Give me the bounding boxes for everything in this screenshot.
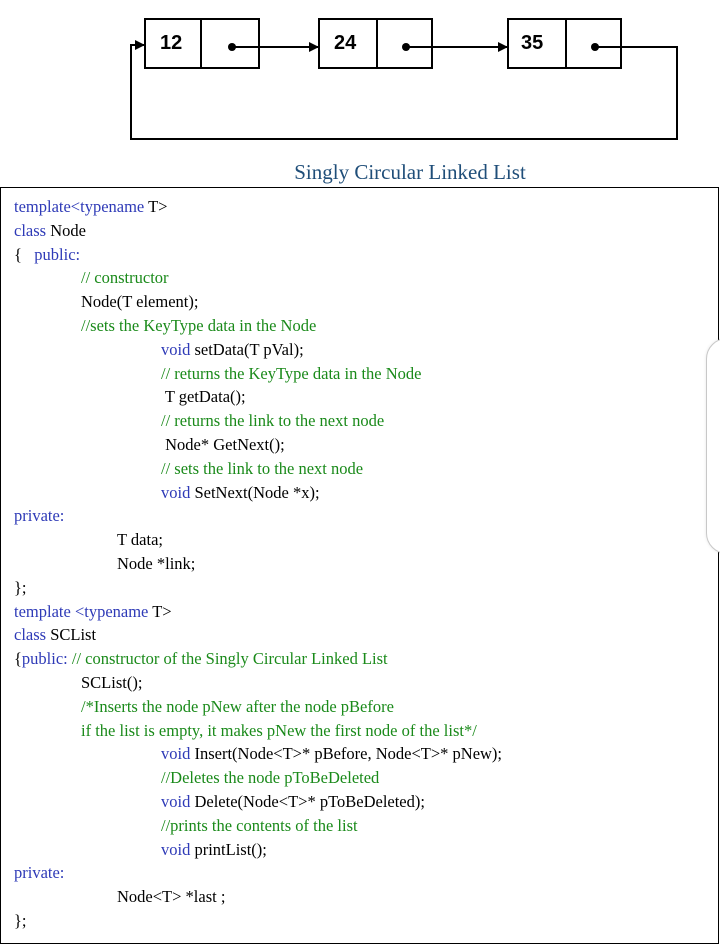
code-text: }; (14, 911, 27, 930)
node-2-value: 24 (334, 32, 357, 54)
code-text: Delete(Node<T>* pToBeDeleted); (194, 792, 425, 811)
code-line (14, 600, 172, 624)
code-keyword: void (161, 744, 195, 764)
floating-panel[interactable] (706, 338, 720, 554)
code-keyword: void (161, 839, 195, 859)
code-text: Node(T element); (81, 292, 199, 312)
code-keyword: public: (21, 649, 72, 669)
code-line (14, 909, 27, 933)
code-line (117, 552, 195, 576)
code-line (161, 790, 425, 814)
list-node-3 (508, 19, 621, 68)
code-text: { (14, 244, 35, 264)
code-line (161, 814, 358, 838)
code-line (117, 885, 225, 909)
code-line (81, 719, 477, 743)
code-comment: //Deletes the node pToBeDeleted (161, 768, 380, 788)
code-line (161, 742, 502, 766)
code-line (14, 219, 86, 243)
code-line (14, 195, 167, 219)
code-keyword: class (14, 220, 51, 240)
code-comment: //sets the KeyType data in the Node (81, 316, 317, 335)
code-text: SCList (50, 625, 97, 645)
code-keyword: <typename (74, 601, 153, 621)
code-text: T data; (117, 530, 163, 550)
code-line (14, 576, 27, 600)
node-1-value: 12 (160, 32, 183, 54)
code-line (14, 504, 64, 528)
code-line (161, 433, 285, 457)
code-keyword: private: (14, 863, 65, 883)
code-keyword: private: (14, 506, 65, 526)
code-line (14, 647, 388, 671)
code-line (81, 695, 394, 719)
code-text: setData(T pVal); (194, 339, 304, 359)
code-text: T getData(); (161, 387, 246, 407)
code-line (161, 338, 304, 362)
code-listing (0, 187, 719, 944)
circular-return-link (131, 45, 677, 139)
code-text: printList(); (194, 839, 267, 859)
code-keyword: template<typename (14, 197, 149, 216)
code-line (14, 623, 96, 647)
code-keyword: void (161, 792, 195, 811)
code-comment: if the list is empty, it makes pNew the first node of the list*/ (81, 720, 477, 740)
code-line (161, 385, 246, 409)
code-line (161, 409, 384, 433)
code-keyword: void (161, 482, 195, 502)
code-keyword: template (14, 601, 75, 621)
code-text: Node* GetNext(); (161, 435, 285, 454)
code-text: SCList(); (81, 673, 143, 692)
code-comment: // returns the KeyType data in the Node (161, 363, 422, 383)
code-text: Node *link; (117, 554, 196, 573)
code-line (117, 528, 163, 552)
code-line (161, 362, 421, 386)
code-comment: //prints the contents of the list (161, 815, 358, 835)
code-line (81, 290, 198, 314)
diagram-caption: Singly Circular Linked List (294, 160, 526, 184)
code-line (81, 266, 169, 290)
code-line (161, 481, 320, 505)
node-3-value: 35 (521, 32, 544, 54)
code-line (81, 671, 142, 695)
code-text: Node (50, 220, 86, 240)
code-text: }; (14, 577, 27, 597)
code-comment: // constructor (81, 268, 169, 288)
code-line (161, 766, 379, 790)
code-keyword: void (161, 339, 195, 359)
code-line (81, 314, 316, 338)
list-node-1 (145, 19, 259, 68)
code-text: { (14, 649, 22, 669)
code-line (161, 838, 267, 862)
code-line (161, 457, 363, 481)
code-text: SetNext(Node *x); (194, 482, 320, 502)
code-comment: // sets the link to the next node (161, 458, 364, 478)
code-text: T> (152, 601, 172, 621)
code-comment: // returns the link to the next node (161, 411, 385, 431)
code-comment: // constructor of the Singly Circular Linked List (71, 649, 388, 669)
code-text: Node<T> *last ; (117, 887, 226, 907)
code-text: Insert(Node<T>* pBefore, Node<T>* pNew); (194, 744, 503, 764)
code-keyword: public: (34, 244, 81, 264)
code-line (14, 243, 80, 267)
code-comment: /*Inserts the node pNew after the node pBefore (81, 696, 394, 716)
circular-linked-list-diagram (0, 0, 720, 150)
code-text: T> (148, 197, 168, 216)
code-line (14, 861, 64, 885)
code-keyword: class (14, 625, 51, 645)
list-node-2 (319, 19, 432, 68)
